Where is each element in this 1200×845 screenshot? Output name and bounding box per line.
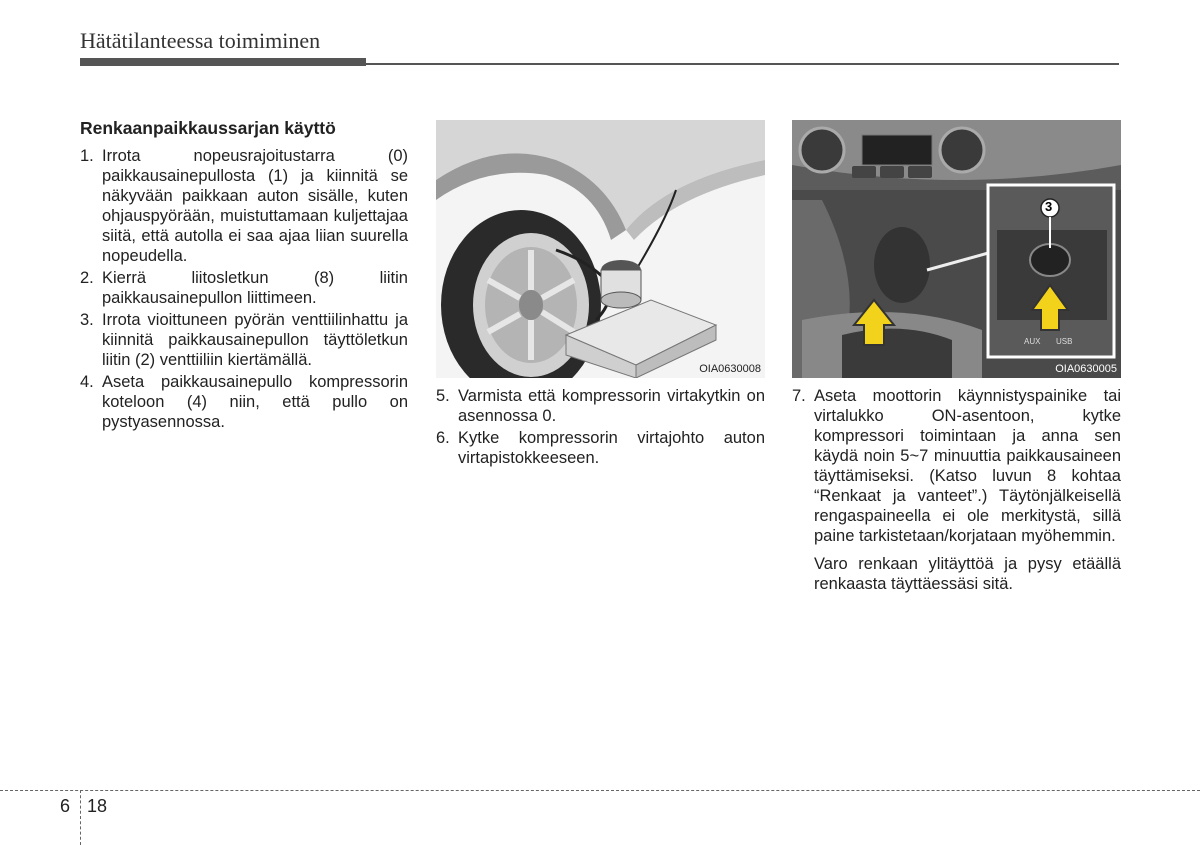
callout-number: 3 (1045, 199, 1053, 214)
step-number: 7. (792, 387, 806, 405)
aux-label: AUX (1024, 337, 1041, 346)
tire-repair-kit-illustration (436, 120, 765, 378)
step-item (436, 428, 765, 468)
power-outlet (1030, 244, 1070, 276)
step-item (792, 386, 1121, 546)
section-heading: Renkaanpaikkaussarjan käyttö (80, 118, 336, 138)
header-rule-thin (366, 63, 1119, 65)
page-number: 18 (87, 796, 108, 816)
steps-list-left (80, 146, 408, 432)
step-item (436, 386, 765, 426)
header-rule-thick (80, 58, 366, 66)
wheel-compressor-drawing (436, 120, 765, 378)
steps-list-middle (436, 386, 765, 468)
warning-note: Varo renkaan ylitäyttöä ja pysy etäällä renkaasta täyttäessäsi sitä. (814, 555, 1121, 593)
step-number: 2. (80, 269, 94, 287)
footer-divider (80, 790, 81, 845)
step-number: 1. (80, 147, 94, 165)
step-number: 3. (80, 311, 94, 329)
middle-column (436, 386, 765, 470)
step-item (80, 372, 408, 432)
power-outlet-illustration (792, 120, 1121, 378)
step-text: Aseta moottorin käynnistyspainike tai virtalukko ON-asentoon, kytke kompressori toimintaan ja anna sen käydä noin 5~7 minuuttia paikkausaineen täyttämiseksi. (Katso luvun 8 kohtaa “Renkaat ja vanteet”.) Täytönjälkeisellä rengaspaineella ei ole merkitystä, sillä paine tarkistetaan/korjataan myöhemmin. (814, 387, 1121, 545)
step-number: 5. (436, 387, 450, 405)
step-item (80, 268, 408, 308)
figure-code: OIA0630008 (699, 363, 761, 375)
step-item (80, 310, 408, 370)
steps-list-right (792, 386, 1121, 546)
step-text: Kytke kompressorin virtajohto auton virtapistokkeeseen. (458, 429, 765, 467)
usb-label: USB (1056, 337, 1073, 346)
step-text: Irrota nopeusrajoitustarra (0) paikkausainepullosta (1) ja kiinnitä se näkyvään paikkaan auton sisälle, kuten ohjauspyörään, muistuttamaan kuljettajaa siitä, että autolla ei saa ajaa liian suurella nopeudella. (102, 147, 408, 265)
climate-dial-left (800, 128, 844, 172)
step-number: 4. (80, 373, 94, 391)
step-text: Irrota vioittuneen pyörän venttiilinhattu ja kiinnitä paikkausainepullon täyttöletkun liitin (2) venttiiliin kiertämällä. (102, 311, 408, 369)
chapter-number: 6 (60, 796, 71, 816)
step-item (80, 146, 408, 266)
step-text: Kierrä liitosletkun (8) liitin paikkausainepullon liittimeen. (102, 269, 408, 307)
step-number: 6. (436, 429, 450, 447)
page-header-title: Hätätilanteessa toimiminen (80, 28, 321, 53)
step-text: Aseta paikkausainepullo kompressorin koteloon (4) niin, että pullo on pystyasennossa. (102, 373, 408, 431)
step-text: Varmista että kompressorin virtakytkin on asennossa 0. (458, 387, 765, 425)
gear-knob (874, 227, 930, 303)
climate-dial-right (940, 128, 984, 172)
right-column (792, 386, 1121, 594)
left-column (80, 118, 408, 434)
footer-rule (0, 790, 1200, 791)
figure-code: OIA0630005 (1055, 363, 1117, 375)
